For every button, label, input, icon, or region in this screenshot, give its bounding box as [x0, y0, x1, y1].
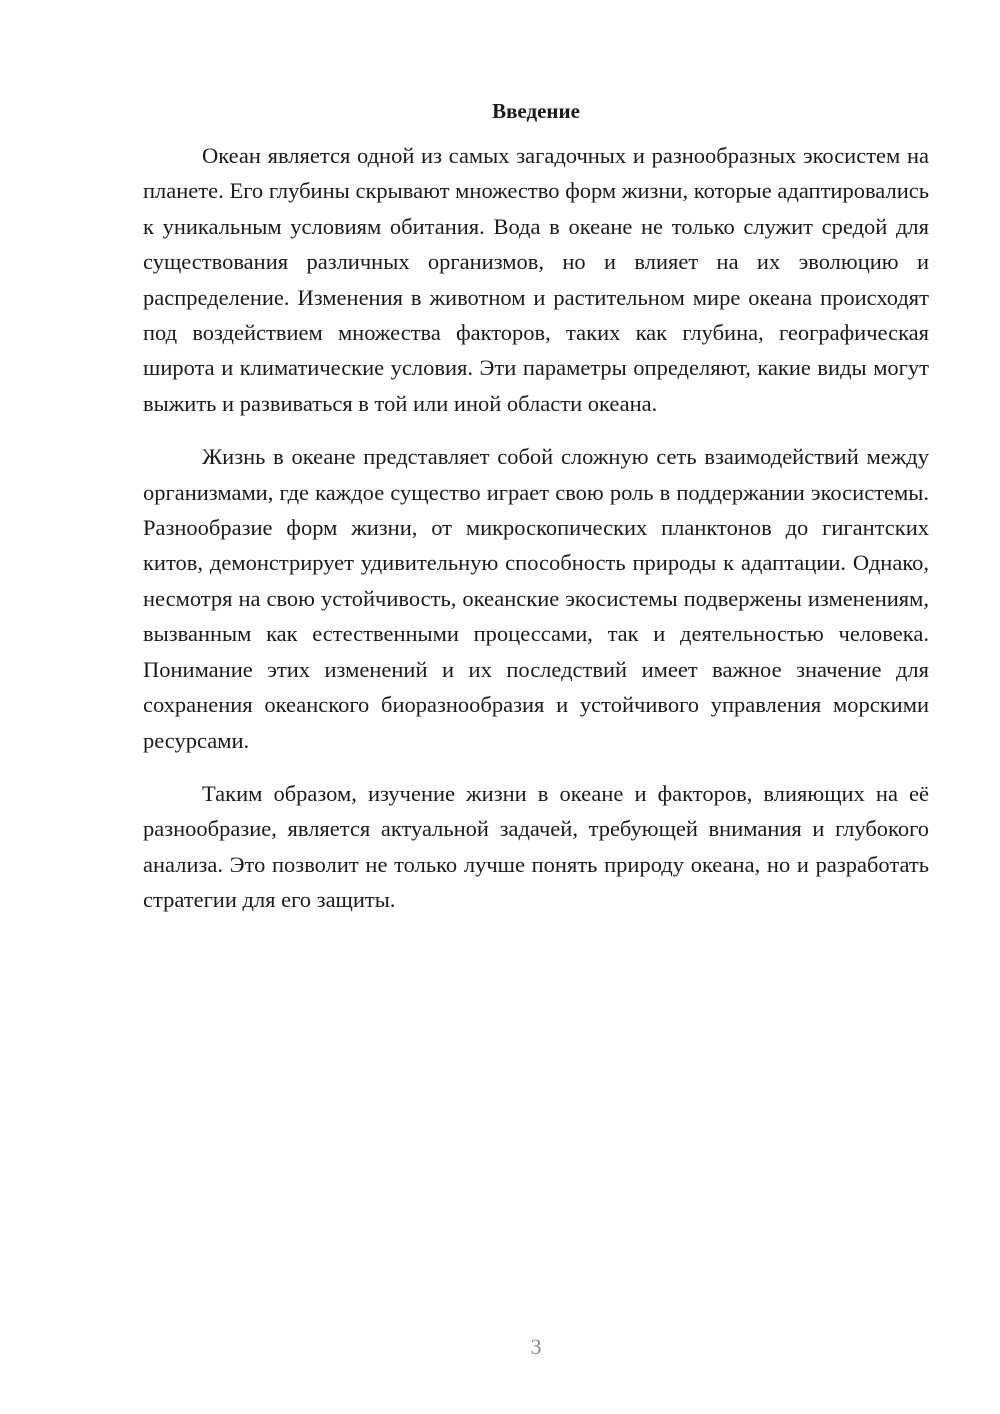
- paragraph-3: Таким образом, изучение жизни в океане и факторов, влияющих на её разнообразие, является актуальной задачей, требующей внимания и глубокого анализа. Это позволит не только лучше понять природу океана, но и разработать стратегии для его защиты.: [143, 780, 929, 913]
- paragraph-1: Океан является одной из самых загадочных и разнообразных экосистем на планете. Его глубины скрывают множество форм жизни, которые адаптировались к уникальным условиям обитания. Вода в океане не только служит средой для существования различных организмов, но и влияет на их эволюцию и распределение. Изменения в животном и растительном мире океана происходят под воздействием множества факторов, таких как глубина, географическая широта и климатические условия. Эти параметры определяют, какие виды могут выжить и развиваться в той или иной области океана.: [143, 143, 929, 416]
- paragraph-2: Жизнь в океане представляет собой сложную сеть взаимодействий между организмами, где каждое существо играет свою роль в поддержании экосистемы. Разнообразие форм жизни, от микроскопических планктонов до гигантских китов, демонстрирует удивительную способность природы к адаптации. Однако, несмотря на свою устойчивость, океанские экосистемы подвержены изменениям, вызванным как естественными процессами, так и деятельностью человека. Понимание этих изменений и их последствий имеет важное значение для сохранения океанского биоразнообразия и устойчивого управления морскими ресурсами.: [143, 444, 929, 753]
- section-heading: Введение: [492, 99, 580, 123]
- page-content: [143, 96, 929, 936]
- page-number: 3: [530, 1334, 542, 1359]
